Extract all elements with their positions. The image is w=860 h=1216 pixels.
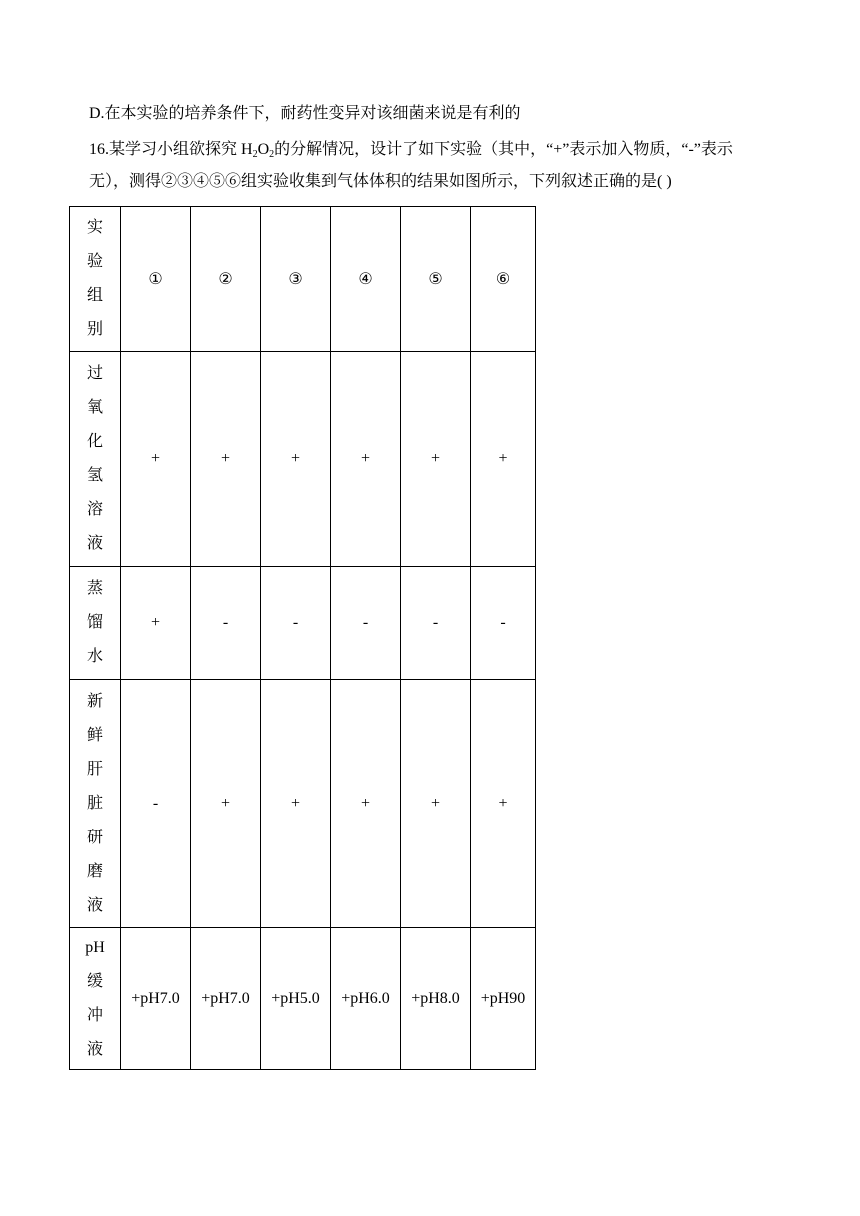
table-cell: ⑤ — [401, 207, 471, 352]
row-header — [70, 928, 121, 1070]
subscript-o: 2 — [269, 149, 275, 160]
table-cell: - — [471, 567, 536, 680]
table-row-group — [70, 207, 536, 352]
row-header-char: pH — [85, 938, 105, 956]
row-header-char: 溶 — [86, 501, 103, 518]
table-cell: + — [261, 680, 331, 928]
row-header-char: 液 — [86, 1040, 103, 1058]
table-cell: + — [191, 352, 261, 567]
question-16-line2: 无），测得②③④⑤⑥组实验收集到气体体积的结果如图所示，下列叙述正确的是( ) — [89, 173, 672, 190]
row-header-char: 别 — [86, 321, 103, 338]
subscript-h: 2 — [252, 149, 258, 160]
table-cell: +pH90 — [471, 928, 536, 1070]
row-header — [70, 567, 121, 680]
table-cell: - — [121, 680, 191, 928]
table-cell: - — [191, 567, 261, 680]
row-header-char: 新 — [86, 692, 103, 710]
table-cell: + — [401, 680, 471, 928]
table-cell: ① — [121, 207, 191, 352]
experiment-table — [69, 206, 536, 1070]
table-row-distilled-water — [70, 567, 536, 680]
row-header-char: 水 — [86, 648, 103, 665]
table-row-hydrogen-peroxide — [70, 352, 536, 567]
table-cell: ③ — [261, 207, 331, 352]
row-header-char: 液 — [86, 535, 103, 552]
row-header-char: 肝 — [86, 760, 103, 778]
question-16-line1 — [89, 140, 733, 160]
table-cell: +pH7.0 — [191, 928, 261, 1070]
table-cell: + — [331, 680, 401, 928]
row-header-char: 氢 — [86, 467, 103, 484]
option-d-text: D.在本实验的培养条件下，耐药性变异对该细菌来说是有利的 — [89, 105, 521, 122]
row-header-char: 馏 — [86, 614, 103, 631]
table-cell: - — [261, 567, 331, 680]
table-cell: ④ — [331, 207, 401, 352]
row-header-char: 液 — [86, 896, 103, 914]
table-cell: + — [471, 680, 536, 928]
row-header-char: 实 — [86, 219, 103, 236]
row-header-char: 冲 — [86, 1006, 103, 1024]
row-header-char: 过 — [86, 365, 103, 382]
row-header-char: 研 — [86, 828, 103, 846]
table-cell: - — [401, 567, 471, 680]
table-cell: + — [191, 680, 261, 928]
table-cell: + — [121, 352, 191, 567]
table-cell: +pH6.0 — [331, 928, 401, 1070]
table-cell: +pH7.0 — [121, 928, 191, 1070]
table-cell: ⑥ — [471, 207, 536, 352]
table-cell: ② — [191, 207, 261, 352]
row-header-char: 脏 — [86, 794, 103, 812]
row-header-char: 蒸 — [86, 580, 103, 597]
table-cell: + — [401, 352, 471, 567]
table-cell: +pH8.0 — [401, 928, 471, 1070]
table-cell: - — [331, 567, 401, 680]
table-row-ph-buffer — [70, 928, 536, 1070]
row-header — [70, 680, 121, 928]
row-header — [70, 207, 121, 352]
row-header-char: 氧 — [86, 399, 103, 416]
row-header-char: 缓 — [86, 972, 103, 990]
table-row-liver-extract — [70, 680, 536, 928]
table-cell: + — [261, 352, 331, 567]
question-text-o: O — [257, 141, 270, 158]
row-header-char: 验 — [86, 253, 103, 270]
table-cell: + — [121, 567, 191, 680]
question-text-post: 的分解情况，设计了如下实验（其中，“+”表示加入物质，“-”表示 — [274, 141, 733, 158]
question-text-pre: 16.某学习小组欲探究 H — [89, 141, 253, 158]
row-header-char: 鲜 — [86, 726, 103, 744]
table-cell: + — [331, 352, 401, 567]
row-header-char: 化 — [86, 433, 103, 450]
row-header — [70, 352, 121, 567]
row-header-char: 磨 — [86, 862, 103, 880]
table-cell: +pH5.0 — [261, 928, 331, 1070]
table-cell: + — [471, 352, 536, 567]
row-header-char: 组 — [86, 287, 103, 304]
